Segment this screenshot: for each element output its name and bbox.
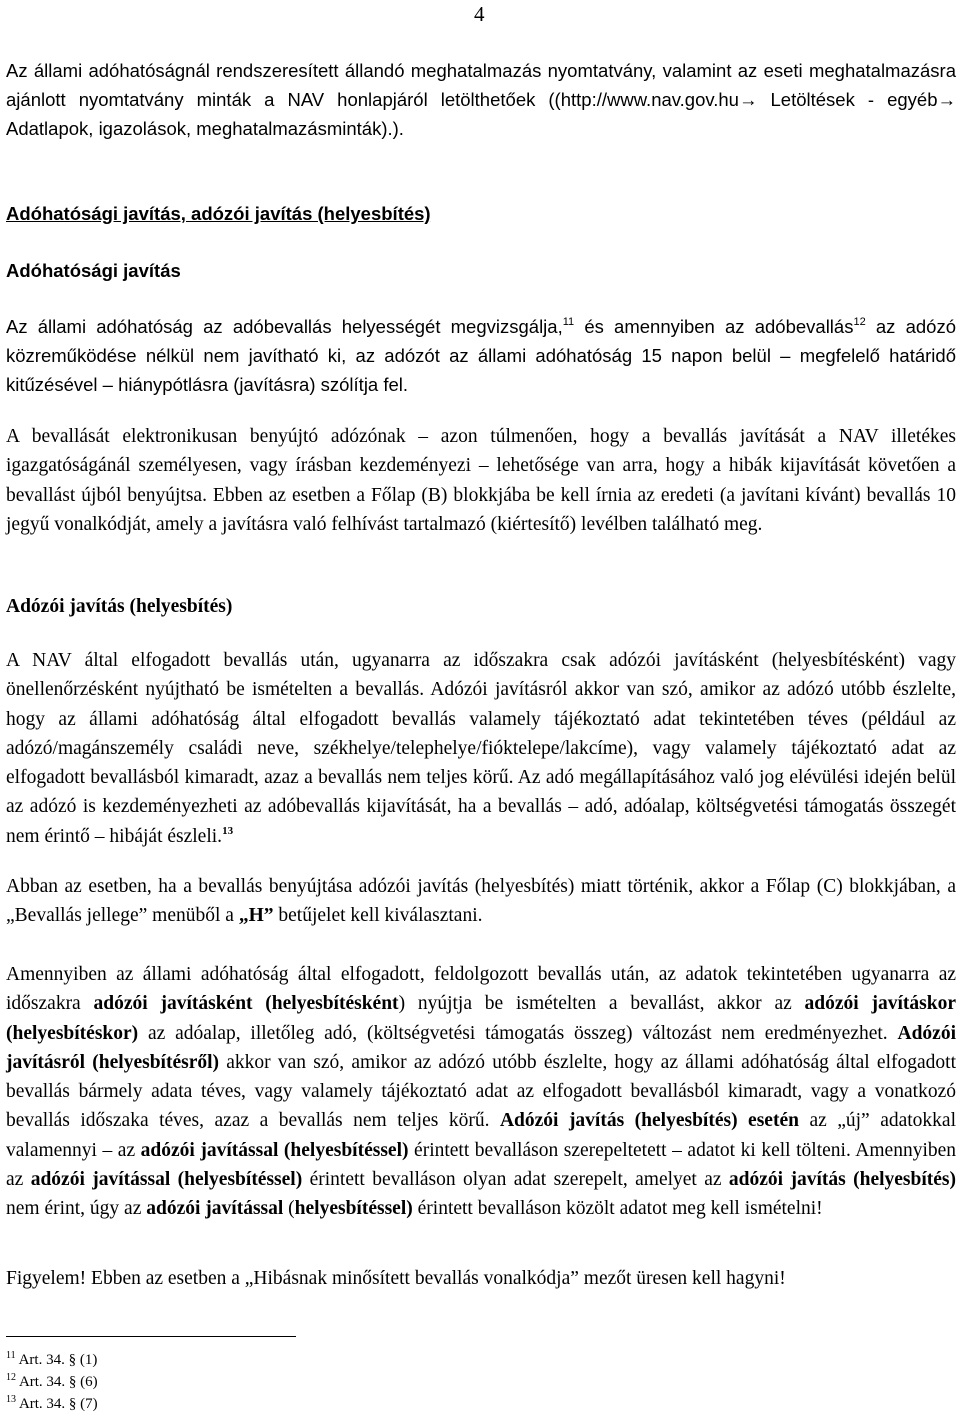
subsection-title <box>6 256 956 285</box>
footnote-number: 11 <box>6 1350 16 1361</box>
intro-text: Az állami adóhatóságnál rendszeresített állandó meghatalmazás nyomtatvány, valamint az eseti meghatalmazásra ajánlott nyomtatvány minták a NAV honlapjáról letölthetőek ((http://www.nav.gov.hu <box>6 60 956 110</box>
heading-adozoi-javitas: Adózói javítás (helyesbítés) <box>6 596 233 617</box>
para5-bold: helyesbítéssel) <box>294 1198 413 1220</box>
para1-text-b: és amennyiben az adóbevallás <box>574 316 854 337</box>
para5-text: Amennyiben az állami adóhatóság által elfogadott, feldolgozott bevallás után, az adatok tekintetében ugyanarra az időszakra <box>6 964 956 1015</box>
para5-bold: Adózói javításról (helyesbítésről) <box>6 1022 956 1073</box>
intro-text-2: Letöltések - egyéb <box>757 89 938 110</box>
footnote-text: Art. 34. § (7) <box>18 1396 98 1412</box>
footnote-ref-11: 11 <box>562 316 575 328</box>
para5-bold: adózói javításkor (helyesbítéskor) <box>6 993 956 1044</box>
arrow-icon: → <box>937 89 956 110</box>
paragraph-adozoi-javitas <box>6 646 956 851</box>
para1-text-a: Az állami adóhatóság az adóbevallás helyességét megvizsgálja, <box>6 316 563 337</box>
footnote-13 <box>6 1394 98 1414</box>
para5-bold: adózói javításként (helyesbítésként <box>93 993 399 1015</box>
para5-text: nem érint, úgy az <box>6 1198 147 1220</box>
footnote-number: 13 <box>6 1394 16 1405</box>
para5-text: ) nyújtja be ismételten a bevallást, akkor az <box>398 993 805 1015</box>
para5-text: érintett bevalláson szerepeltetett – adatot ki kell tölteni. Amennyiben az <box>6 1139 957 1191</box>
para5-text: akkor van szó, amikor az adózó utóbb észlelte, hogy az állami adóhatóság által elfogadott bevallás bármely adata téves, vagy valamely tájékoztató adat az elfogadott bevallásból kimaradt, vagy a vonatkozó bevallás időszaka téves, azaz a bevallás nem teljes körű. <box>6 1051 956 1132</box>
paragraph-figyelem: Figyelem! Ebben az esetben a „Hibásnak minősített bevallás vonalkódja” mezőt üresen kell hagyni! <box>6 1268 786 1289</box>
paragraph-adohatosagi-javitas <box>6 312 956 399</box>
footnote-divider <box>6 1336 296 1337</box>
para5-bold: adózói javítás (helyesbítés) <box>728 1169 957 1191</box>
footnote-ref-12: 12 <box>853 316 866 328</box>
footnote-11 <box>6 1350 97 1370</box>
para5-text: ( <box>283 1198 295 1220</box>
paragraph-fo-lap-c <box>6 872 956 931</box>
para3-text: A NAV által elfogadott bevallás után, ugyanarra az időszakra csak adózói javításként (helyesbítésként) vagy önellenőrzésként nyújtható be ismételten a bevallás. Adózói javításról akkor van szó, amikor az adózó utóbb észlelte, hogy az állami adóhatóság által elfogadott bevallás valamely tájékoztató adat tekintetében téves (például az adózó/magánszemély családi neve, székhelye/telephelye/fióktelepe/lakcíme), vagy valamely tájékoztató adat az elfogadott bevallásból kimaradt, azaz a bevallás nem teljes körű. Az adó megállapításához való jog elévülési idején belül az adózó is kezdeményezheti az adóbevallás kijavítását, ha a bevallás – adó, adóalap, költségvetési támogatás összegét nem érintő – hibáját észleli. <box>6 650 956 847</box>
para5-bold: adózói javítással (helyesbítéssel) <box>140 1139 409 1161</box>
para4-bold: „H” <box>238 905 274 927</box>
footnote-12 <box>6 1372 98 1392</box>
para5-text: az adóalap, illetőleg adó, (költségvetési támogatás összeg) változást nem eredményezhet. <box>138 1022 898 1044</box>
footnote-number: 12 <box>6 1372 16 1383</box>
section-title <box>6 199 956 228</box>
footnote-text: Art. 34. § (6) <box>18 1374 98 1390</box>
para4-text-c: betűjelet kell kiválasztani. <box>273 905 483 927</box>
para5-text: érintett bevalláson olyan adat szerepelt, amelyet az <box>302 1169 729 1191</box>
para5-bold: adózói javítással (helyesbítéssel) <box>30 1169 303 1191</box>
para5-text: az „új” adatokkal valamennyi – az <box>6 1110 957 1161</box>
paragraph-amennyiben <box>6 960 956 1224</box>
intro-text-3: Adatlapok, igazolások, meghatalmazásminták).). <box>6 118 404 139</box>
para1-text-c: az adózó közreműködése nélkül nem javítható ki, az adózót az állami adóhatóság 15 napon belül – megfelelő határidő kitűzésével – hiánypótlásra (javításra) szólítja fel. <box>6 316 956 395</box>
section-title-text: Adóhatósági javítás, adózói javítás (helyesbítés) <box>6 203 431 224</box>
paragraph-elektronikus-bevallas: A bevallását elektronikusan benyújtó adózónak – azon túlmenően, hogy a bevallás javítását a NAV illetékes igazgatóságánál személyesen, vagy írásban kezdeményezi – lehetősége van arra, hogy a hibák kijavítását követően a bevallást újból benyújtsa. Ebben az esetben a Főlap (B) blokkjába be kell írnia az eredeti (a javítani kívánt) bevallás 10 jegyű vonalkódját, amely a javításra való felhívást tartalmazó (kiértesítő) levélben található meg. <box>6 426 956 535</box>
footnote-ref-13: 13 <box>222 824 234 837</box>
para5-bold: Adózói javítás (helyesbítés) esetén <box>499 1110 799 1132</box>
page-number: 4 <box>474 2 485 26</box>
footnote-text: Art. 34. § (1) <box>18 1352 98 1368</box>
intro-paragraph <box>6 56 956 143</box>
subsection-title-text: Adóhatósági javítás <box>6 260 181 281</box>
arrow-icon: → <box>738 89 758 110</box>
para5-bold: adózói javítással <box>146 1198 284 1220</box>
para5-text: érintett bevalláson közölt adatot meg kell ismételni! <box>412 1198 823 1220</box>
para4-text-a: Abban az esetben, ha a bevallás benyújtása adózói javítás (helyesbítés) miatt történik, akkor a Főlap (C) blokkjában, a „Bevallás jellege” menüből a <box>6 876 956 927</box>
